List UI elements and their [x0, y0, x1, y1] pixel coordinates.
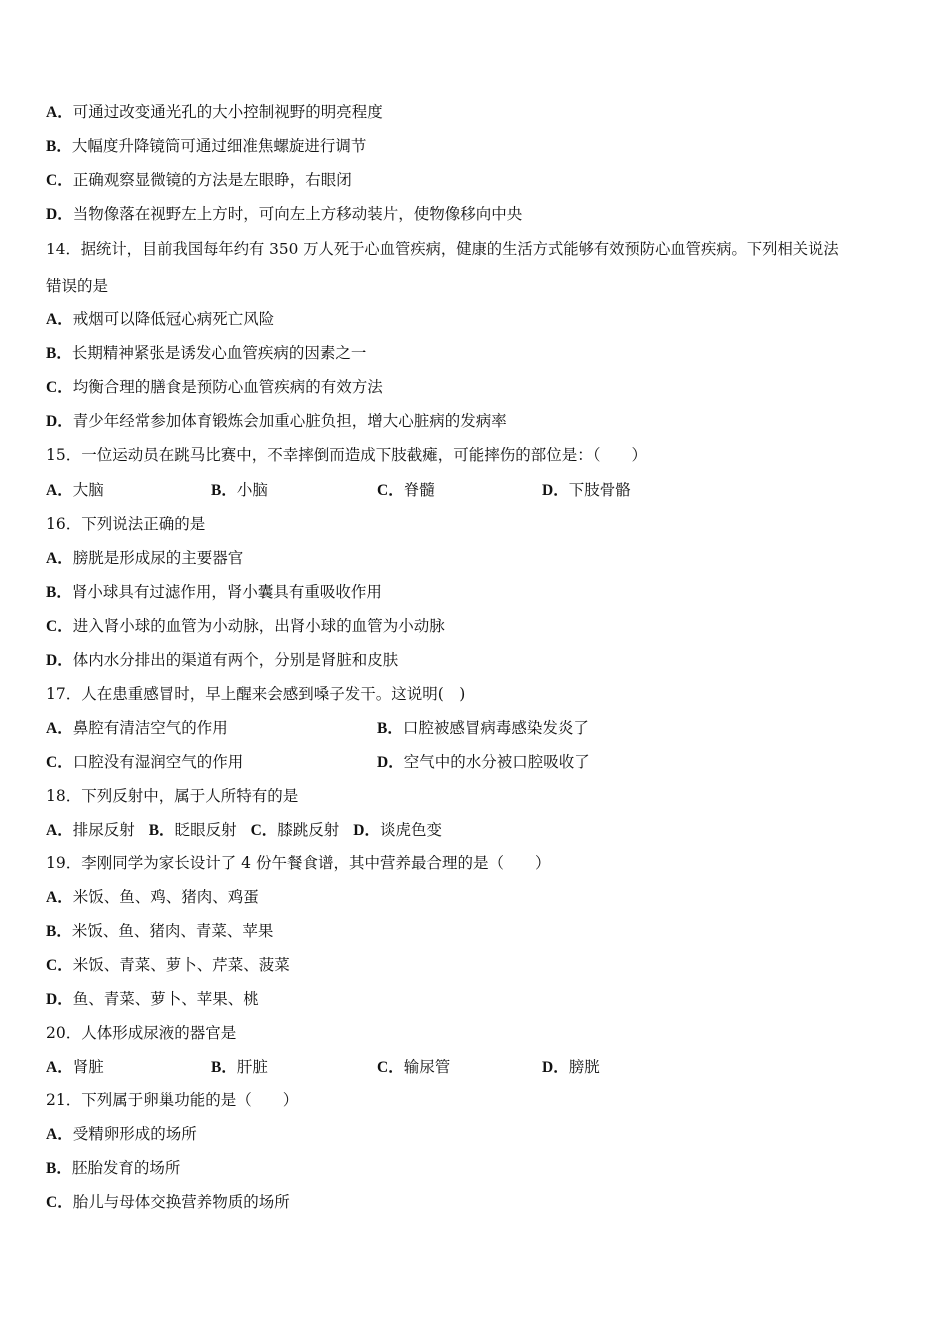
q21-option-c: C．胎儿与母体交换营养物质的场所	[46, 1193, 290, 1211]
q14-option-a: A．戒烟可以降低冠心病死亡风险	[46, 310, 275, 328]
q20-option-d: D．膀胱	[542, 1058, 600, 1076]
q14-stem-line1: 14．据统计，目前我国每年约有 350 万人死于心血管疾病，健康的生活方式能够有效预防心血管疾病。下列相关说法	[46, 240, 839, 258]
q17-option-a: A．鼻腔有清洁空气的作用	[46, 719, 228, 737]
q13-option-a: A．可通过改变通光孔的大小控制视野的明亮程度	[46, 103, 383, 121]
q20-option-c: C．输尿管	[377, 1058, 451, 1076]
q15-option-d: D．下肢骨骼	[542, 481, 631, 499]
q20-options-row	[46, 1057, 906, 1077]
q18-option-c: C．膝跳反射	[250, 821, 340, 839]
q19-option-b: B．米饭、鱼、猪肉、青菜、苹果	[46, 922, 274, 940]
q14-stem-line2: 错误的是	[46, 277, 109, 295]
q15-option-c: C．脊髓	[377, 481, 435, 499]
q20-stem: 20．人体形成尿液的器官是	[46, 1024, 237, 1042]
q14-option-c: C．均衡合理的膳食是预防心血管疾病的有效方法	[46, 378, 383, 396]
q14-option-d: D．青少年经常参加体育锻炼会加重心脏负担，增大心脏病的发病率	[46, 412, 507, 430]
q19-stem: 19．李刚同学为家长设计了 4 份午餐食谱，其中营养最合理的是（ ）	[46, 854, 551, 872]
q18-stem: 18．下列反射中，属于人所特有的是	[46, 787, 299, 805]
q19-option-c: C．米饭、青菜、萝卜、芹菜、菠菜	[46, 956, 290, 974]
q17-options-row2	[46, 752, 906, 772]
q17-option-d: D．空气中的水分被口腔吸收了	[377, 753, 590, 771]
q19-option-d: D．鱼、青菜、萝卜、苹果、桃	[46, 990, 259, 1008]
q15-stem: 15．一位运动员在跳马比赛中，不幸摔倒而造成下肢截瘫，可能摔伤的部位是：（ ）	[46, 446, 647, 464]
q18-options-row	[46, 820, 442, 841]
q15-option-b: B．小脑	[211, 481, 268, 499]
q17-stem: 17．人在患重感冒时，早上醒来会感到嗓子发干。这说明( )	[46, 685, 466, 703]
q14-option-b: B．长期精神紧张是诱发心血管疾病的因素之一	[46, 344, 367, 362]
q17-options-row1	[46, 718, 906, 738]
q16-option-d: D．体内水分排出的渠道有两个，分别是肾脏和皮肤	[46, 651, 399, 669]
q20-option-b: B．肝脏	[211, 1058, 268, 1076]
q16-option-c: C．进入肾小球的血管为小动脉，出肾小球的血管为小动脉	[46, 617, 445, 635]
q13-option-b: B．大幅度升降镜筒可通过细准焦螺旋进行调节	[46, 137, 367, 155]
q21-option-a: A．受精卵形成的场所	[46, 1125, 197, 1143]
q18-option-d: D．谈虎色变	[353, 821, 443, 839]
q16-option-a: A．膀胱是形成尿的主要器官	[46, 549, 244, 567]
q21-option-b: B．胚胎发育的场所	[46, 1159, 181, 1177]
q15-option-a: A．大脑	[46, 481, 104, 499]
q18-option-b: B．眨眼反射	[148, 821, 237, 839]
q13-option-d: D．当物像落在视野左上方时，可向左上方移动装片，使物像移向中央	[46, 205, 523, 223]
q21-stem: 21．下列属于卵巢功能的是（ ）	[46, 1091, 299, 1109]
q18-option-a: A．排尿反射	[46, 821, 135, 839]
q15-options-row	[46, 480, 906, 500]
q17-option-b: B．口腔被感冒病毒感染发炎了	[377, 719, 589, 737]
q16-option-b: B．肾小球具有过滤作用，肾小囊具有重吸收作用	[46, 583, 382, 601]
q17-option-c: C．口腔没有湿润空气的作用	[46, 753, 244, 771]
q20-option-a: A．肾脏	[46, 1058, 104, 1076]
q19-option-a: A．米饭、鱼、鸡、猪肉、鸡蛋	[46, 888, 259, 906]
q13-option-c: C．正确观察显微镜的方法是左眼睁，右眼闭	[46, 171, 352, 189]
q16-stem: 16．下列说法正确的是	[46, 515, 206, 533]
